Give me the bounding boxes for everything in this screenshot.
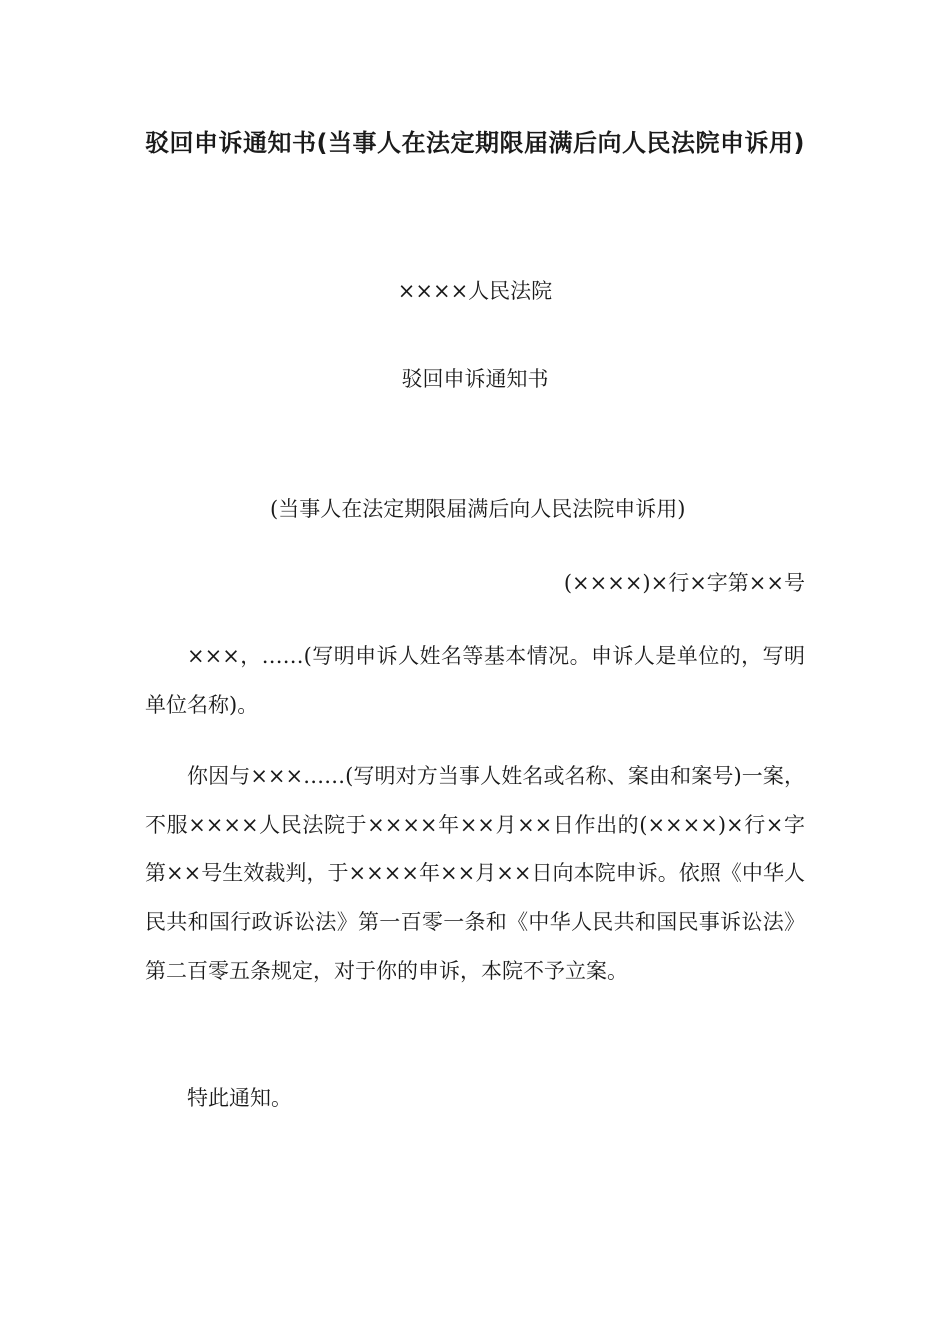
court-name: ××××人民法院	[397, 279, 553, 303]
applicant-paragraph: ×××，……(写明申诉人姓名等基本情况。申诉人是单位的，写明单位名称)。	[145, 644, 805, 717]
usage-note: (当事人在法定期限届满后向人民法院申诉用)	[270, 497, 686, 521]
notice-title: 驳回申诉通知书	[401, 367, 549, 391]
document-title: 驳回申诉通知书(当事人在法定期限届满后向人民法院申诉用)	[145, 129, 805, 157]
decision-paragraph: 你因与×××……(写明对方当事人姓名或名称、案由和案号)一案，不服××××人民法院于××××年××月××日作出的(××××)×行×字第××号生效裁判，于××××年××月××日向本院申诉。依照《中华人民共和国行政诉讼法》第一百零一条和《中华人民共和国民事诉讼法》第二百零五条规定，对于你的申诉，本院不予立案。	[145, 764, 805, 983]
case-number: (××××)×行×字第××号	[563, 571, 805, 595]
closing-paragraph: 特此通知。	[187, 1086, 292, 1110]
